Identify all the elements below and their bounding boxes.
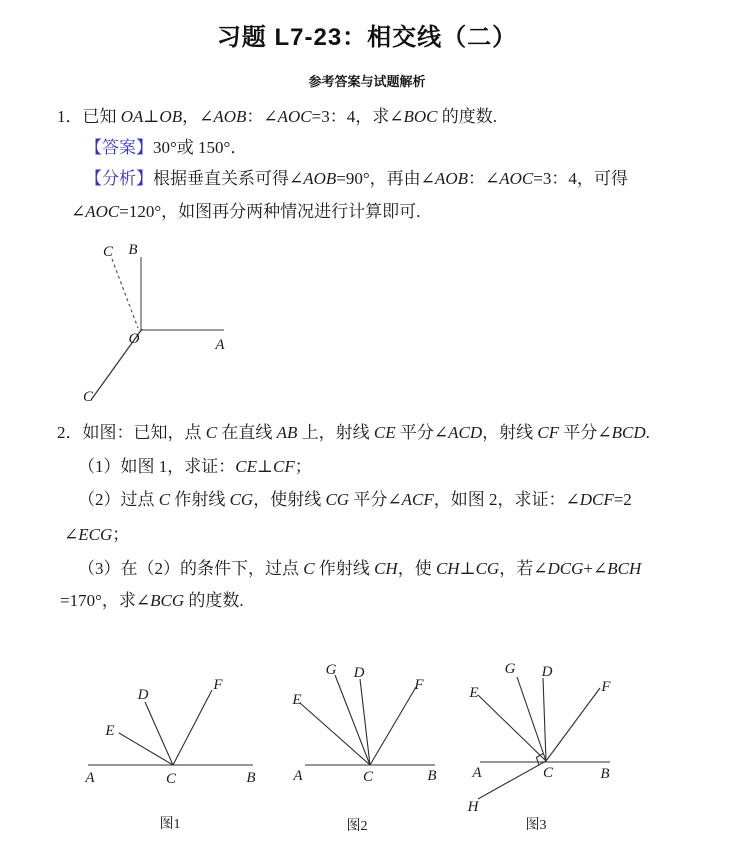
label-a: A [85,770,95,786]
ray-oc-dashed [112,259,138,328]
label-d: D [137,687,149,703]
label-c: C [362,769,374,785]
problem2-part2-line1 [78,489,632,511]
problem2-part3-line1 [78,558,641,580]
label-b: B [427,768,437,784]
problem1-analysis-line1 [85,168,628,190]
label-h: H [467,799,479,815]
ray-ce [300,703,370,765]
ray-cf [370,687,416,765]
page-title: 习题 L7-23：相交线（二） [216,24,518,51]
ray-cg [517,677,546,761]
figure-3-caption: 图3 [525,818,547,833]
label-e: E [469,685,479,701]
label-d: D [353,665,365,681]
label-c: C [165,771,177,787]
ray-cf [546,688,600,761]
analysis-text2: ∠AOC=120°，如图再分两种情况进行计算即可. [71,202,421,221]
label-f: F [601,679,611,695]
part3-text1: （3）在（2）的条件下，过点 C 作射线 CH，使 CH⊥CG，若∠DCG+∠BCH [78,559,642,578]
label-g: G [504,661,516,677]
label-a: A [293,768,303,784]
part2-text1: （2）过点 C 作射线 CG，使射线 CG 平分∠ACF，如图 2，求证：∠DCF=2 [78,490,632,509]
label-f: F [213,677,223,693]
page-subtitle: 参考答案与试题解析 [308,74,426,89]
answer-text: 30°或 150°． [153,138,248,157]
problem2-part1 [78,456,312,478]
label-d: D [541,664,553,680]
figure-1-caption: 图1 [159,817,181,832]
label-b: B [246,770,256,786]
problem1-statement [57,106,497,128]
label-g: G [325,662,337,678]
label-b: B [600,766,610,782]
label-e: E [105,723,115,739]
ray-cf [173,690,212,765]
label-f: F [414,677,424,693]
problem1-answer-line [85,137,247,159]
ray-cd [543,678,546,761]
part3-text2: =170°，求∠BCG 的度数. [60,591,244,610]
figure-2-caption: 图2 [346,819,368,834]
ray-cd [145,702,173,765]
problem2-part3-line2 [60,590,244,612]
ray-ce [119,733,173,765]
analysis-tag: 【分析】 [85,169,153,188]
problem1-number: 1． [57,107,83,126]
ray-ce [478,695,546,761]
label-a: A [215,337,225,353]
label-o: O [128,331,140,347]
label-e: E [292,692,302,708]
label-b: B [128,242,138,258]
ray-ch [478,761,546,799]
problem1-analysis-line2 [71,201,420,223]
figure-3 [465,645,625,840]
problem1-statement-text: 已知 OA⊥OB，∠AOB：∠AOC=3：4，求∠BOC 的度数. [82,107,497,126]
problem2-statement-text: 如图：已知，点 C 在直线 AB 上，射线 CE 平分∠ACD，射线 CF 平分∠BCD. [82,423,650,442]
answer-tag: 【答案】 [85,138,153,157]
problem2-statement [57,422,650,444]
analysis-text1: 根据垂直关系可得∠AOB=90°，再由∠AOB：∠AOC=3：4，可得 [153,169,628,188]
label-a: A [472,765,482,781]
problem1-figure [75,238,245,413]
label-c-top: C [102,244,114,260]
problem2-number: 2． [57,423,83,442]
figure-2 [290,650,445,835]
label-c: C [542,765,554,781]
problem2-part2-line2 [64,524,129,546]
part1-text: （1）如图 1，求证：CE⊥CF； [78,457,312,476]
figure-1 [80,650,265,835]
label-c-bottom: C [82,389,94,405]
part2-text2: ∠ECG； [64,525,130,544]
